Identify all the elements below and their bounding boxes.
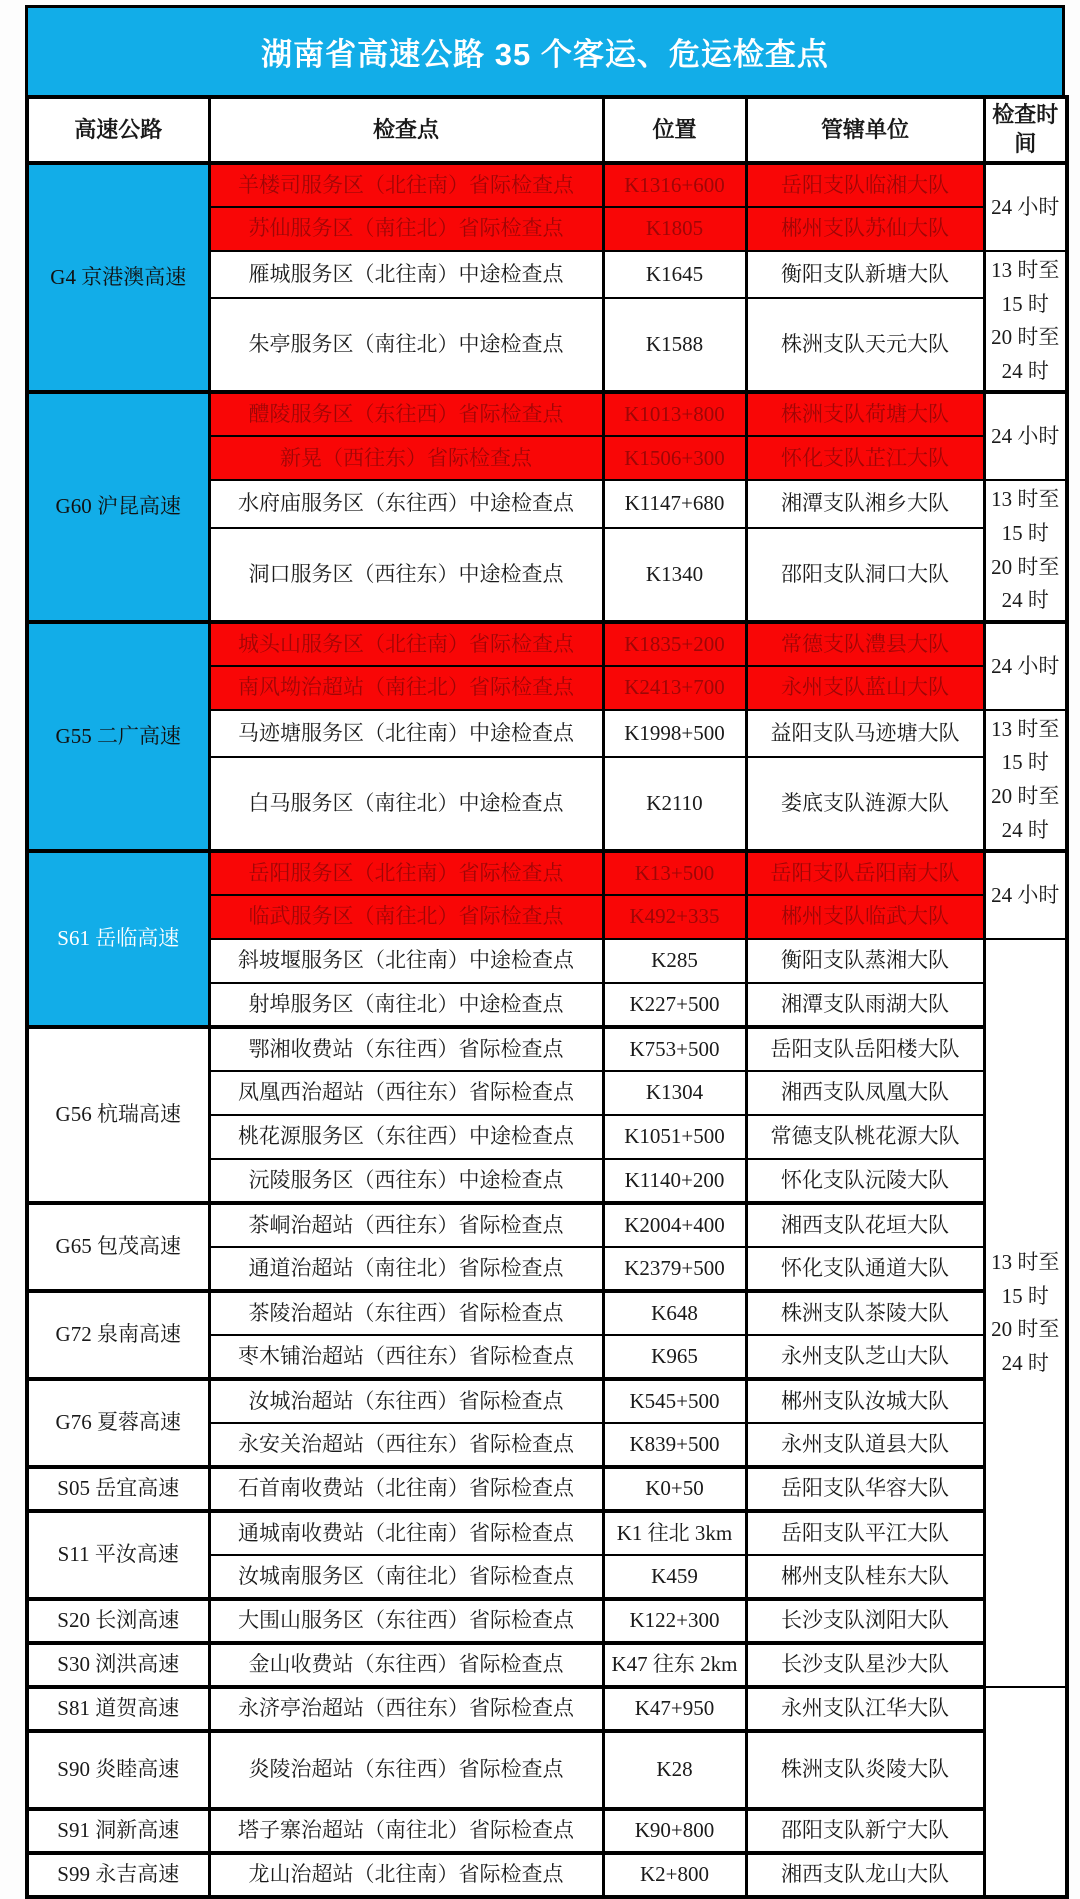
location-cell: K47+950: [603, 1687, 746, 1731]
time-cell: 13 时至 15 时 20 时至 24 时: [984, 939, 1067, 1687]
checkpoint-cell: 大围山服务区（东往西）省际检查点: [209, 1599, 603, 1643]
unit-cell: 衡阳支队蒸湘大队: [746, 939, 984, 983]
location-cell: K965: [603, 1335, 746, 1379]
checkpoint-cell: 炎陵治超站（东往西）省际检查点: [209, 1731, 603, 1809]
location-cell: K2413+700: [603, 666, 746, 710]
checkpoint-cell: 醴陵服务区（东往西）省际检查点: [209, 392, 603, 436]
table-row: [27, 1511, 1067, 1555]
location-cell: K492+335: [603, 895, 746, 939]
checkpoint-cell: 城头山服务区（北往南）省际检查点: [209, 622, 603, 666]
unit-cell: 长沙支队浏阳大队: [746, 1599, 984, 1643]
highway-cell: G65 包茂高速: [27, 1203, 209, 1291]
table-body: [27, 163, 1067, 1897]
checkpoint-cell: 金山收费站（东往西）省际检查点: [209, 1643, 603, 1687]
unit-cell: 湘潭支队雨湖大队: [746, 983, 984, 1027]
checkpoint-cell: 苏仙服务区（南往北）省际检查点: [209, 207, 603, 251]
checkpoint-cell: 洞口服务区（西往东）中途检查点: [209, 528, 603, 622]
time-cell: 24 小时: [984, 622, 1067, 710]
location-cell: K1835+200: [603, 622, 746, 666]
unit-cell: 永州支队道县大队: [746, 1423, 984, 1467]
highway-cell: S11 平汝高速: [27, 1511, 209, 1599]
highway-cell: G60 沪昆高速: [27, 392, 209, 621]
checkpoint-cell: 石首南收费站（北往南）省际检查点: [209, 1467, 603, 1511]
unit-cell: 衡阳支队新塘大队: [746, 251, 984, 298]
highway-cell: G72 泉南高速: [27, 1291, 209, 1379]
unit-cell: 岳阳支队岳阳南大队: [746, 851, 984, 895]
checkpoint-cell: 桃花源服务区（东往西）中途检查点: [209, 1115, 603, 1159]
location-cell: K1998+500: [603, 710, 746, 757]
location-cell: K1304: [603, 1071, 746, 1115]
location-cell: K2004+400: [603, 1203, 746, 1247]
unit-cell: 株洲支队荷塘大队: [746, 392, 984, 436]
highway-cell: S81 道贺高速: [27, 1687, 209, 1731]
table-row: [27, 163, 1067, 207]
checkpoint-cell: 沅陵服务区（西往东）中途检查点: [209, 1159, 603, 1203]
checkpoint-cell: 塔子寨治超站（南往北）省际检查点: [209, 1809, 603, 1853]
table-row: [27, 1731, 1067, 1809]
location-cell: K459: [603, 1555, 746, 1599]
location-cell: K1140+200: [603, 1159, 746, 1203]
table-row: [27, 1203, 1067, 1247]
unit-cell: 永州支队芝山大队: [746, 1335, 984, 1379]
table-row: [27, 1687, 1067, 1731]
highway-cell: G56 杭瑞高速: [27, 1027, 209, 1203]
checkpoint-cell: 凤凰西治超站（西往东）省际检查点: [209, 1071, 603, 1115]
unit-cell: 怀化支队芷江大队: [746, 436, 984, 480]
location-cell: K13+500: [603, 851, 746, 895]
checkpoint-cell: 临武服务区（南往北）省际检查点: [209, 895, 603, 939]
checkpoint-cell: 汝城南服务区（南往北）省际检查点: [209, 1555, 603, 1599]
header-unit: 管辖单位: [746, 97, 984, 163]
checkpoint-cell: 龙山治超站（北往南）省际检查点: [209, 1853, 603, 1897]
location-cell: K1147+680: [603, 480, 746, 527]
location-cell: K545+500: [603, 1379, 746, 1423]
unit-cell: 株洲支队炎陵大队: [746, 1731, 984, 1809]
unit-cell: 湘西支队龙山大队: [746, 1853, 984, 1897]
unit-cell: 岳阳支队华容大队: [746, 1467, 984, 1511]
time-cell: 24 小时: [984, 851, 1067, 939]
checkpoint-cell: 永济亭治超站（西往东）省际检查点: [209, 1687, 603, 1731]
highway-cell: G55 二广高速: [27, 622, 209, 851]
unit-cell: 郴州支队桂东大队: [746, 1555, 984, 1599]
table-row: [27, 622, 1067, 666]
checkpoint-cell: 新晃（西往东）省际检查点: [209, 436, 603, 480]
location-cell: K28: [603, 1731, 746, 1809]
unit-cell: 邵阳支队新宁大队: [746, 1809, 984, 1853]
location-cell: K285: [603, 939, 746, 983]
unit-cell: 郴州支队临武大队: [746, 895, 984, 939]
unit-cell: 岳阳支队临湘大队: [746, 163, 984, 207]
highway-cell: S91 洞新高速: [27, 1809, 209, 1853]
highway-cell: S20 长浏高速: [27, 1599, 209, 1643]
unit-cell: 岳阳支队岳阳楼大队: [746, 1027, 984, 1071]
header-row: [27, 97, 1067, 163]
unit-cell: 湘西支队凤凰大队: [746, 1071, 984, 1115]
location-cell: K648: [603, 1291, 746, 1335]
location-cell: K753+500: [603, 1027, 746, 1071]
checkpoint-cell: 南风坳治超站（南往北）省际检查点: [209, 666, 603, 710]
location-cell: K1805: [603, 207, 746, 251]
location-cell: K2379+500: [603, 1247, 746, 1291]
unit-cell: 怀化支队沅陵大队: [746, 1159, 984, 1203]
location-cell: K90+800: [603, 1809, 746, 1853]
checkpoint-cell: 枣木铺治超站（西往东）省际检查点: [209, 1335, 603, 1379]
page-title: 湖南省高速公路 35 个客运、危运检查点: [25, 5, 1065, 95]
checkpoint-cell: 茶峒治超站（西往东）省际检查点: [209, 1203, 603, 1247]
checkpoint-cell: 水府庙服务区（东往西）中途检查点: [209, 480, 603, 527]
location-cell: K1 往北 3km: [603, 1511, 746, 1555]
unit-cell: 郴州支队苏仙大队: [746, 207, 984, 251]
checkpoint-cell: 茶陵治超站（东往西）省际检查点: [209, 1291, 603, 1335]
location-cell: K227+500: [603, 983, 746, 1027]
unit-cell: 株洲支队天元大队: [746, 298, 984, 392]
time-cell: 13 时至 15 时 20 时至 24 时: [984, 480, 1067, 621]
unit-cell: 株洲支队茶陵大队: [746, 1291, 984, 1335]
unit-cell: 常德支队澧县大队: [746, 622, 984, 666]
highway-cell: S90 炎睦高速: [27, 1731, 209, 1809]
checkpoint-cell: 斜坡堰服务区（北往南）中途检查点: [209, 939, 603, 983]
header-highway: 高速公路: [27, 97, 209, 163]
unit-cell: 怀化支队通道大队: [746, 1247, 984, 1291]
time-cell: 24 小时: [984, 163, 1067, 251]
unit-cell: 邵阳支队洞口大队: [746, 528, 984, 622]
unit-cell: 郴州支队汝城大队: [746, 1379, 984, 1423]
table-header: [27, 97, 1067, 163]
table-row: [27, 1467, 1067, 1511]
unit-cell: 益阳支队马迹塘大队: [746, 710, 984, 757]
checkpoint-cell: 岳阳服务区（北往南）省际检查点: [209, 851, 603, 895]
location-cell: K839+500: [603, 1423, 746, 1467]
location-cell: K1588: [603, 298, 746, 392]
checkpoint-cell: 马迹塘服务区（北往南）中途检查点: [209, 710, 603, 757]
checkpoint-cell: 雁城服务区（北往南）中途检查点: [209, 251, 603, 298]
checkpoints-table: [25, 95, 1069, 1899]
checkpoint-cell: 通城南收费站（北往南）省际检查点: [209, 1511, 603, 1555]
location-cell: K122+300: [603, 1599, 746, 1643]
highway-cell: S05 岳宜高速: [27, 1467, 209, 1511]
location-cell: K1645: [603, 251, 746, 298]
checkpoint-cell: 鄂湘收费站（东往西）省际检查点: [209, 1027, 603, 1071]
header-checkpoint: 检查点: [209, 97, 603, 163]
location-cell: K1506+300: [603, 436, 746, 480]
header-location: 位置: [603, 97, 746, 163]
highway-cell: G76 夏蓉高速: [27, 1379, 209, 1467]
location-cell: K1013+800: [603, 392, 746, 436]
unit-cell: 湘西支队花垣大队: [746, 1203, 984, 1247]
highway-cell: G4 京港澳高速: [27, 163, 209, 392]
checkpoint-cell: 永安关治超站（西往东）省际检查点: [209, 1423, 603, 1467]
unit-cell: 常德支队桃花源大队: [746, 1115, 984, 1159]
header-time: 检查时间: [984, 97, 1067, 163]
checkpoint-cell: 羊楼司服务区（北往南）省际检查点: [209, 163, 603, 207]
checkpoint-cell: 朱亭服务区（南往北）中途检查点: [209, 298, 603, 392]
unit-cell: 永州支队江华大队: [746, 1687, 984, 1731]
checkpoint-cell: 白马服务区（南往北）中途检查点: [209, 757, 603, 851]
checkpoint-cell: 射埠服务区（南往北）中途检查点: [209, 983, 603, 1027]
table-row: [27, 851, 1067, 895]
unit-cell: 娄底支队涟源大队: [746, 757, 984, 851]
time-cell: 24 小时: [984, 392, 1067, 480]
table-row: [27, 1027, 1067, 1071]
table-row: [27, 1379, 1067, 1423]
table-row: [27, 1291, 1067, 1335]
location-cell: K47 往东 2km: [603, 1643, 746, 1687]
checkpoint-cell: 通道治超站（南往北）省际检查点: [209, 1247, 603, 1291]
time-cell: 13 时至 15 时 20 时至 24 时: [984, 251, 1067, 392]
unit-cell: 永州支队蓝山大队: [746, 666, 984, 710]
location-cell: K1340: [603, 528, 746, 622]
location-cell: K0+50: [603, 1467, 746, 1511]
table-row: [27, 1853, 1067, 1897]
location-cell: K1316+600: [603, 163, 746, 207]
highway-cell: S61 岳临高速: [27, 851, 209, 1027]
time-cell: 13 时至 15 时 20 时至 24 时: [984, 710, 1067, 851]
highway-cell: S30 浏洪高速: [27, 1643, 209, 1687]
unit-cell: 湘潭支队湘乡大队: [746, 480, 984, 527]
highway-cell: S99 永吉高速: [27, 1853, 209, 1897]
location-cell: K2+800: [603, 1853, 746, 1897]
unit-cell: 长沙支队星沙大队: [746, 1643, 984, 1687]
table-row: [27, 1809, 1067, 1853]
checkpoint-cell: 汝城治超站（东往西）省际检查点: [209, 1379, 603, 1423]
table-row: [27, 1599, 1067, 1643]
unit-cell: 岳阳支队平江大队: [746, 1511, 984, 1555]
location-cell: K1051+500: [603, 1115, 746, 1159]
table-row: [27, 392, 1067, 436]
location-cell: K2110: [603, 757, 746, 851]
table-row: [27, 1643, 1067, 1687]
